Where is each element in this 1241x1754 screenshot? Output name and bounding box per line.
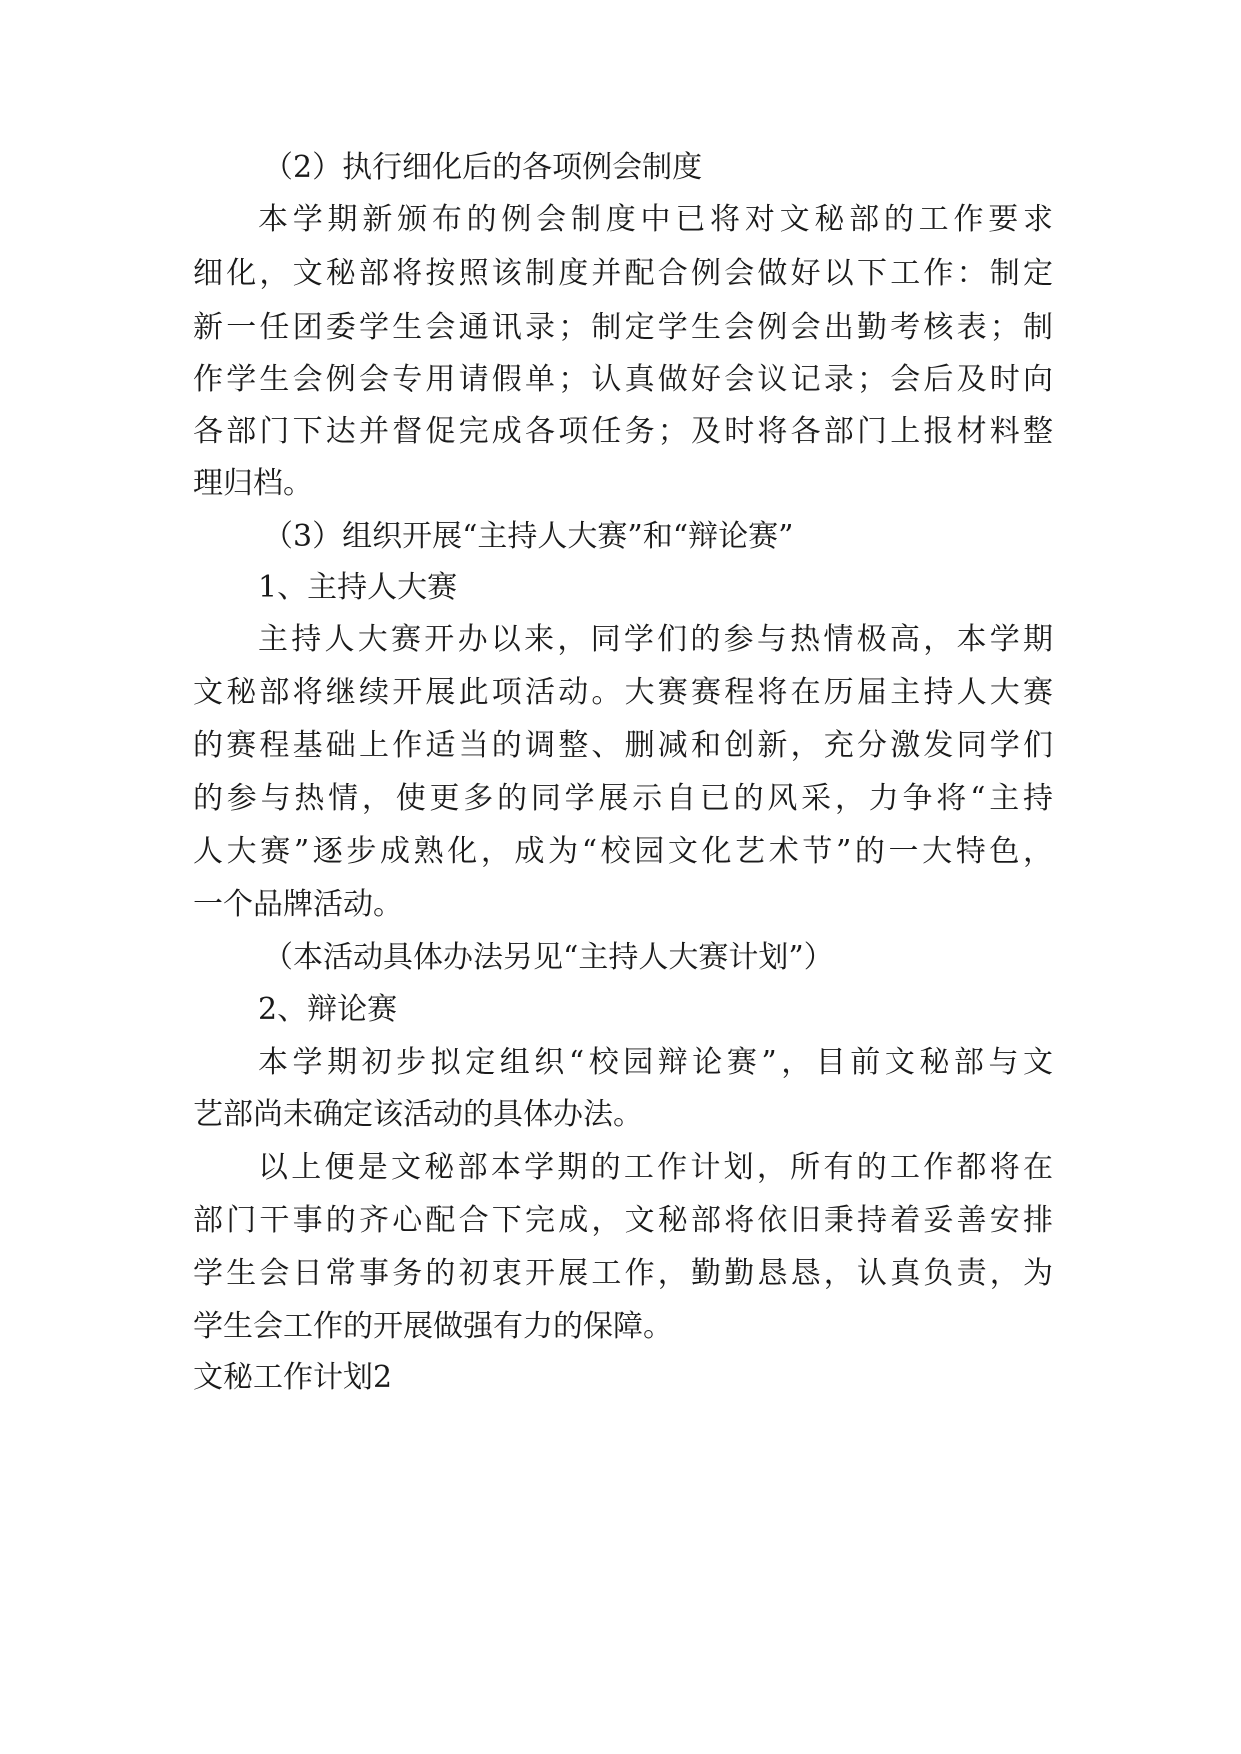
document-title: 文秘工作计划2 [193,1360,393,1395]
paragraph-line: 本学期初步拟定组织“校园辩论赛”，目前文秘部与文 [258,1045,1053,1080]
paragraph-line: 人大赛”逐步成熟化，成为“校园文化艺术节”的一大特色， [193,834,1053,869]
paragraph-line: 艺部尚未确定该活动的具体办法。 [193,1097,643,1132]
paragraph-line: 的赛程基础上作适当的调整、删减和创新，充分激发同学们 [193,728,1053,763]
paragraph-line: 主持人大赛开办以来，同学们的参与热情极高，本学期 [258,622,1053,657]
paragraph-line: 学生会日常事务的初衷开展工作，勤勤恳恳，认真负责，为 [193,1256,1053,1291]
paragraph-line: 学生会工作的开展做强有力的保障。 [193,1309,673,1344]
paragraph-line: 以上便是文秘部本学期的工作计划，所有的工作都将在 [258,1150,1053,1185]
paragraph-line: 部门干事的齐心配合下完成，文秘部将依旧秉持着妥善安排 [193,1203,1053,1238]
paragraph-line: 本学期新颁布的例会制度中已将对文秘部的工作要求 [258,202,1053,237]
subsection-heading-2: 2、辩论赛 [258,992,398,1027]
section-heading-2: （2）执行细化后的各项例会制度 [263,150,703,185]
paragraph-line: 的参与热情，使更多的同学展示自已的风采，力争将“主持 [193,781,1053,816]
paragraph-line: 一个品牌活动。 [193,887,403,922]
subsection-heading-1: 1、主持人大赛 [258,570,458,605]
note-line: （本活动具体办法另见“主持人大赛计划”） [263,940,834,975]
paragraph-line: 文秘部将继续开展此项活动。大赛赛程将在历届主持人大赛 [193,675,1053,710]
paragraph-line: 理归档。 [193,466,313,501]
paragraph-line: 各部门下达并督促完成各项任务；及时将各部门上报材料整 [193,414,1053,449]
paragraph-line: 新一任团委学生会通讯录；制定学生会例会出勤考核表；制 [193,310,1053,345]
section-heading-3: （3）组织开展“主持人大赛”和“辩论赛” [263,519,794,554]
paragraph-line: 作学生会例会专用请假单；认真做好会议记录；会后及时向 [193,362,1053,397]
paragraph-line: 细化，文秘部将按照该制度并配合例会做好以下工作：制定 [193,256,1053,291]
